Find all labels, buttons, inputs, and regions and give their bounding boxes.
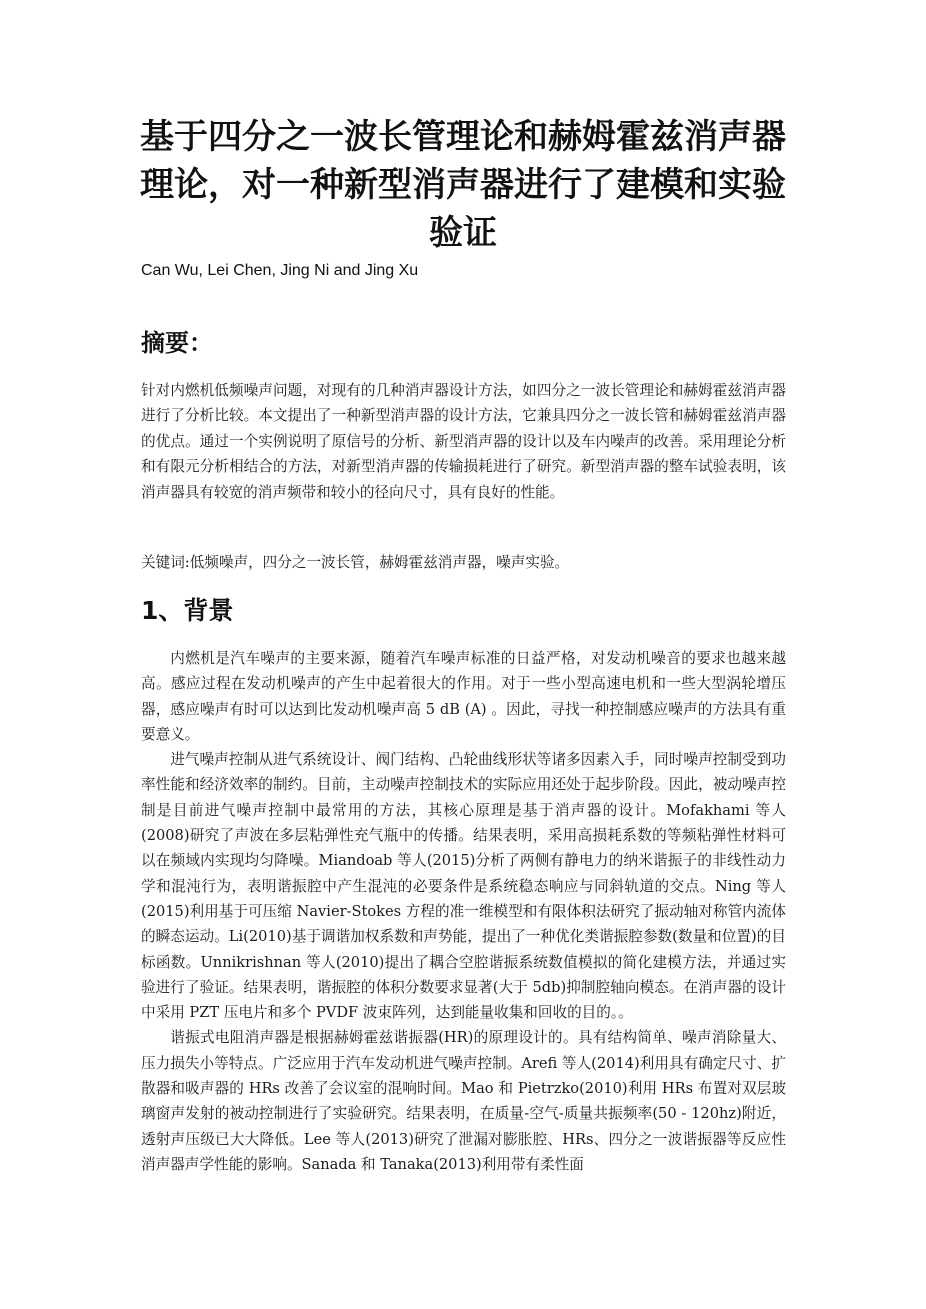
keywords-line: 关键词:低频噪声，四分之一波长管，赫姆霍兹消声器，噪声实验。: [141, 554, 570, 571]
abstract-text: 针对内燃机低频噪声问题，对现有的几种消声器设计方法，如四分之一波长管理论和赫姆霍兹消声器进行了分析比较。本文提出了一种新型消声器的设计方法，它兼具四分之一波长管和赫姆霍兹消声器的优点。通过一个实例说明了原信号的分析、新型消声器的设计以及车内噪声的改善。采用理论分析和有限元分析相结合的方法，对新型消声器的传输损耗进行了研究。新型消声器的整车试验表明，该消声器具有较宽的消声频带和较小的径向尺寸，具有良好的性能。: [141, 382, 786, 501]
body-paragraph: 内燃机是汽车噪声的主要来源，随着汽车噪声标准的日益严格，对发动机噪音的要求也越来越高。感应过程在发动机噪声的产生中起着很大的作用。对于一些小型高速电机和一些大型涡轮增压器，感应噪声有时可以达到比发动机噪声高 5 dB (A) 。因此，寻找一种控制感应噪声的方法具有重要意义。: [141, 650, 786, 743]
author-list: Can Wu, Lei Chen, Jing Ni and Jing Xu: [141, 262, 419, 279]
section-body: [141, 646, 786, 1177]
abstract-heading: 摘要：: [141, 329, 213, 357]
paper-title: 基于四分之一波长管理论和赫姆霍兹消声器理论，对一种新型消声器进行了建模和实验验证: [140, 117, 786, 253]
section-heading-background: 1、背景: [141, 596, 234, 625]
body-paragraph: 进气噪声控制从进气系统设计、阀门结构、凸轮曲线形状等诸多因素入手，同时噪声控制受到功率性能和经济效率的制约。目前，主动噪声控制技术的实际应用还处于起步阶段。因此，被动噪声控制是目前进气噪声控制中最常用的方法，其核心原理是基于消声器的设计。Mofakhami 等人(2008)研究了声波在多层粘弹性充气瓶中的传播。结果表明，采用高损耗系数的等频粘弹性材料可以在频域内实现均匀降噪。Miandoab 等人(2015)分析了两侧有静电力的纳米谐振子的非线性动力学和混沌行为，表明谐振腔中产生混沌的必要条件是系统稳态响应与同斜轨道的交点。Ning 等人(2015)利用基于可压缩 Navier-Stokes 方程的准一维模型和有限体积法研究了振动轴对称管内流体的瞬态运动。Li(2010)基于调谐加权系数和声势能，提出了一种优化类谐振腔参数(数量和位置)的目标函数。Unnikrishnan 等人(2010)提出了耦合空腔谐振系统数值模拟的简化建模方法，并通过实验进行了验证。结果表明，谐振腔的体积分数要求显著(大于 5db)抑制腔轴向模态。在消声器的设计中采用 PZT 压电片和多个 PVDF 波束阵列，达到能量收集和回收的目的。。: [141, 751, 786, 1022]
body-paragraph: 谐振式电阻消声器是根据赫姆霍兹谐振器(HR)的原理设计的。具有结构简单、噪声消除量大、压力损失小等特点。广泛应用于汽车发动机进气噪声控制。Arefi 等人(2014)利用具有确定尺寸、扩散器和吸声器的 HRs 改善了会议室的混响时间。Mao 和 Pietrzko(2010)利用 HRs 布置对双层玻璃窗声发射的被动控制进行了实验研究。结果表明，在质量-空气-质量共振频率(50 - 120hz)附近，透射声压级已大大降低。Lee 等人(2013)研究了泄漏对膨胀腔、HRs、四分之一波谐振器等反应性消声器声学性能的影响。Sanada 和 Tanaka(2013)利用带有柔性面: [141, 1029, 786, 1173]
